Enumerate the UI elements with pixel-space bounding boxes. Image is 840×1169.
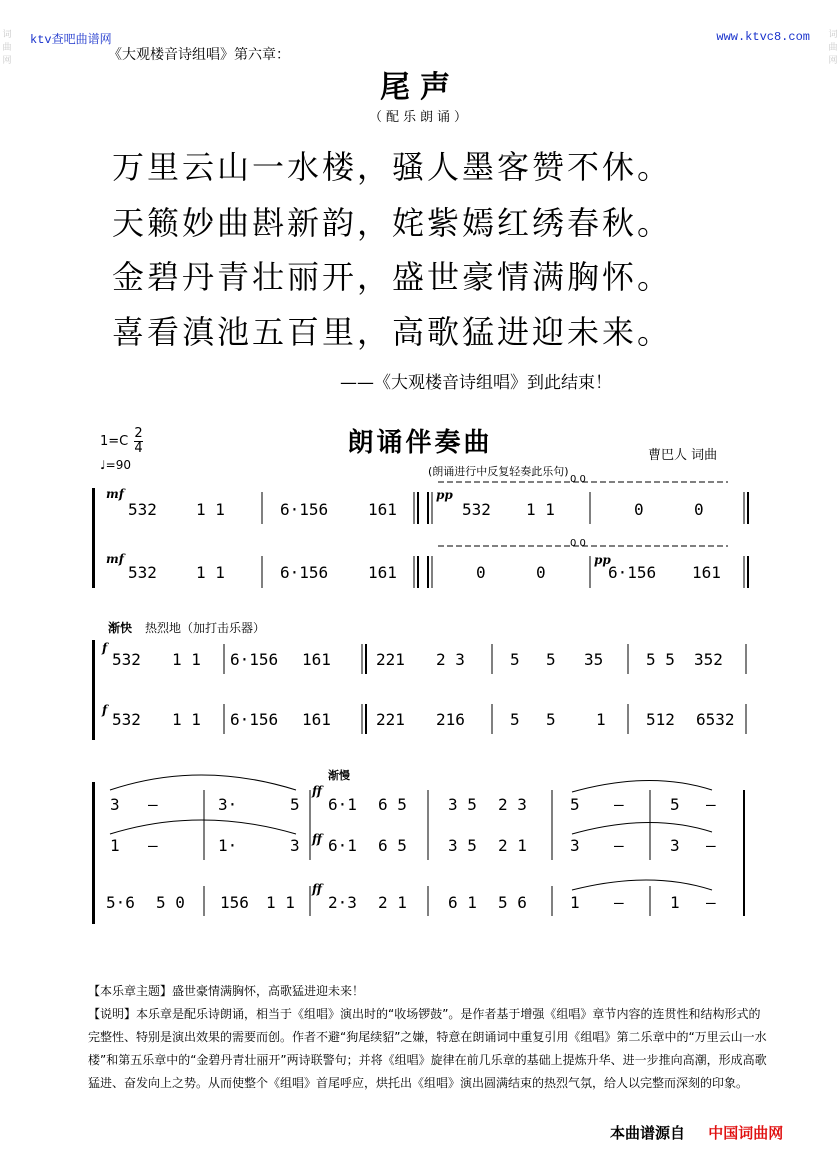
note-group: 2·3 <box>328 893 357 912</box>
note-group: 0 <box>476 563 486 582</box>
footer-source <box>610 1122 783 1143</box>
site-url-right[interactable]: www.ktvc8.com <box>716 30 810 44</box>
note-group: 2 1 <box>378 893 407 912</box>
note-group: 1 1 <box>266 893 295 912</box>
dynamic-f: f <box>102 703 108 717</box>
dynamic-mf: mf <box>106 487 124 501</box>
note-group: – <box>148 836 158 855</box>
page-title: 尾声 <box>380 70 460 105</box>
note-group: 0 <box>536 563 546 582</box>
site-name-left[interactable]: ktv查吧曲谱网 <box>30 33 112 47</box>
note-group: 5 0 <box>156 893 185 912</box>
poem-line-1: 万里云山一水楼，骚人墨客赞不休。 <box>112 148 673 186</box>
dynamic-ff: ff <box>312 832 322 846</box>
dynamic-ff: ff <box>312 784 322 798</box>
tempo-mark: ♩=90 <box>100 458 131 472</box>
footer-source-label: 本曲谱源自 <box>610 1124 686 1142</box>
note-group: 1 1 <box>172 650 201 669</box>
right-watermark: 词 曲 网 <box>828 30 838 66</box>
note-group: – <box>706 836 716 855</box>
note-group: 532 <box>112 650 141 669</box>
note-group: 35 <box>584 650 604 669</box>
note-group: 3 <box>570 836 580 855</box>
note-group: 161 <box>692 563 721 582</box>
note-group: 5 <box>290 795 300 814</box>
style-mark: 热烈地（加打击乐器） <box>145 621 266 635</box>
note-group: 161 <box>368 500 397 519</box>
note-group: 6·1 <box>328 795 357 814</box>
note-group: 1 <box>670 893 680 912</box>
note-group: 1 1 <box>196 500 225 519</box>
chapter-heading: 《大观楼音诗组唱》第六章： <box>108 47 290 63</box>
note-group: 161 <box>302 710 331 729</box>
note-group: 6 5 <box>378 836 407 855</box>
note-group: 1 1 <box>526 500 555 519</box>
note-group: 5 <box>546 650 556 669</box>
explanation-note: 【说明】本乐章是配乐诗朗诵，相当于《组唱》演出时的“收场锣鼓”。是作者基于增强《组唱》章节内容的连贯性和结构形式的完整性、特别是演出效果的需要而创。作者不避“狗尾续貂”之嫌，特意在朗诵词中重复引用《组唱》第二乐章中的“万里云山一水楼”和第五乐章中的“金碧丹青壮丽开”两诗联警句；并将《组唱》旋律在前几乐章的基础上提炼升华、进一步推向高潮，形成高歌猛进、奋发向上之势。从而使整个《组唱》首尾呼应，烘托出《组唱》演出圆满结束的热烈气氛，给人以完整而深刻的印象。 <box>88 1007 767 1090</box>
note-group: 5 <box>510 650 520 669</box>
note-group: 3 <box>290 836 300 855</box>
note-group: 6·156 <box>230 650 279 669</box>
note-group: 3· <box>218 795 238 814</box>
note-group: 1 <box>596 710 606 729</box>
note-group: – <box>148 795 158 814</box>
time-bottom: 4 <box>134 441 143 456</box>
note-group: – <box>614 795 624 814</box>
note-group: 5 <box>670 795 680 814</box>
left-watermark: 词 曲 网 <box>2 30 12 66</box>
note-group: 3 <box>670 836 680 855</box>
dynamic-ff: ff <box>312 882 322 896</box>
note-group: 6·156 <box>280 563 329 582</box>
note-group: 532 <box>112 710 141 729</box>
note-group: 2 3 <box>498 795 527 814</box>
note-group: 6·1 <box>328 836 357 855</box>
poem-line-2: 天籁妙曲斟新韵，姹紫嫣红绣春秋。 <box>112 204 673 242</box>
rit-mark: 渐慢 <box>328 769 350 782</box>
note-group: 6 5 <box>378 795 407 814</box>
note-group: 216 <box>436 710 465 729</box>
note-group: 161 <box>368 563 397 582</box>
note-group: 512 <box>646 710 675 729</box>
note-group: – <box>706 795 716 814</box>
note-group: 3 5 <box>448 795 477 814</box>
dynamic-pp: pp <box>594 553 611 567</box>
poem-line-3: 金碧丹青壮丽开，盛世豪情满胸怀。 <box>112 258 673 296</box>
note-group: 5 6 <box>498 893 527 912</box>
score-title: 朗诵伴奏曲 <box>347 428 493 458</box>
note-group: 3 <box>110 795 120 814</box>
note-group: 5 5 <box>646 650 675 669</box>
note-group: 221 <box>376 650 405 669</box>
note-group: 2 1 <box>498 836 527 855</box>
note-group: 6·156 <box>608 563 657 582</box>
note-group: 1 1 <box>172 710 201 729</box>
note-group: 5 <box>570 795 580 814</box>
note-group: 3 5 <box>448 836 477 855</box>
note-group: 156 <box>220 893 249 912</box>
notes-section <box>88 980 768 1095</box>
theme-note: 【本乐章主题】盛世豪情满胸怀，高歌猛进迎未来！ <box>88 984 365 998</box>
note-group: 161 <box>302 650 331 669</box>
note-group: 1 <box>110 836 120 855</box>
note-group: 532 <box>128 563 157 582</box>
note-group: 352 <box>694 650 723 669</box>
poem-line-4: 喜看滇池五百里，高歌猛进迎未来。 <box>112 313 673 351</box>
note-group: 5 <box>546 710 556 729</box>
accel-mark: 渐快 <box>108 621 133 635</box>
note-group: – <box>614 836 624 855</box>
note-group: 532 <box>462 500 491 519</box>
repeat-remark: (朗诵进行中反复轻奏此乐句) <box>428 465 569 478</box>
dynamic-pp: pp <box>436 488 453 502</box>
ending-line: ——《大观楼音诗组唱》到此结束！ <box>340 373 612 393</box>
note-group: 532 <box>128 500 157 519</box>
time-top: 2 <box>134 426 143 441</box>
note-group: – <box>614 893 624 912</box>
note-group: – <box>706 893 716 912</box>
page-subtitle: （配乐朗诵） <box>368 110 471 125</box>
note-group: 1 <box>570 893 580 912</box>
note-group: 6532 <box>696 710 735 729</box>
note-group: 0 <box>694 500 704 519</box>
note-group: 1· <box>218 836 238 855</box>
dynamic-mf: mf <box>106 552 124 566</box>
note-group: 6 1 <box>448 893 477 912</box>
score-author: 曹巴人 词曲 <box>648 448 718 463</box>
note-group: 5 <box>510 710 520 729</box>
note-group: 6·156 <box>280 500 329 519</box>
key-signature: 1=C $\frac{2}{4}$ <box>100 426 143 456</box>
dynamic-f: f <box>102 641 108 655</box>
note-group: 1 1 <box>196 563 225 582</box>
note-group: 0 <box>634 500 644 519</box>
note-group: 221 <box>376 710 405 729</box>
zero-mark: 0 0 <box>570 474 586 485</box>
note-group: 6·156 <box>230 710 279 729</box>
zero-mark: 0 0 <box>570 538 586 549</box>
footer-site-link[interactable]: 中国词曲网 <box>708 1124 784 1142</box>
note-group: 2 3 <box>436 650 465 669</box>
note-group: 5·6 <box>106 893 135 912</box>
